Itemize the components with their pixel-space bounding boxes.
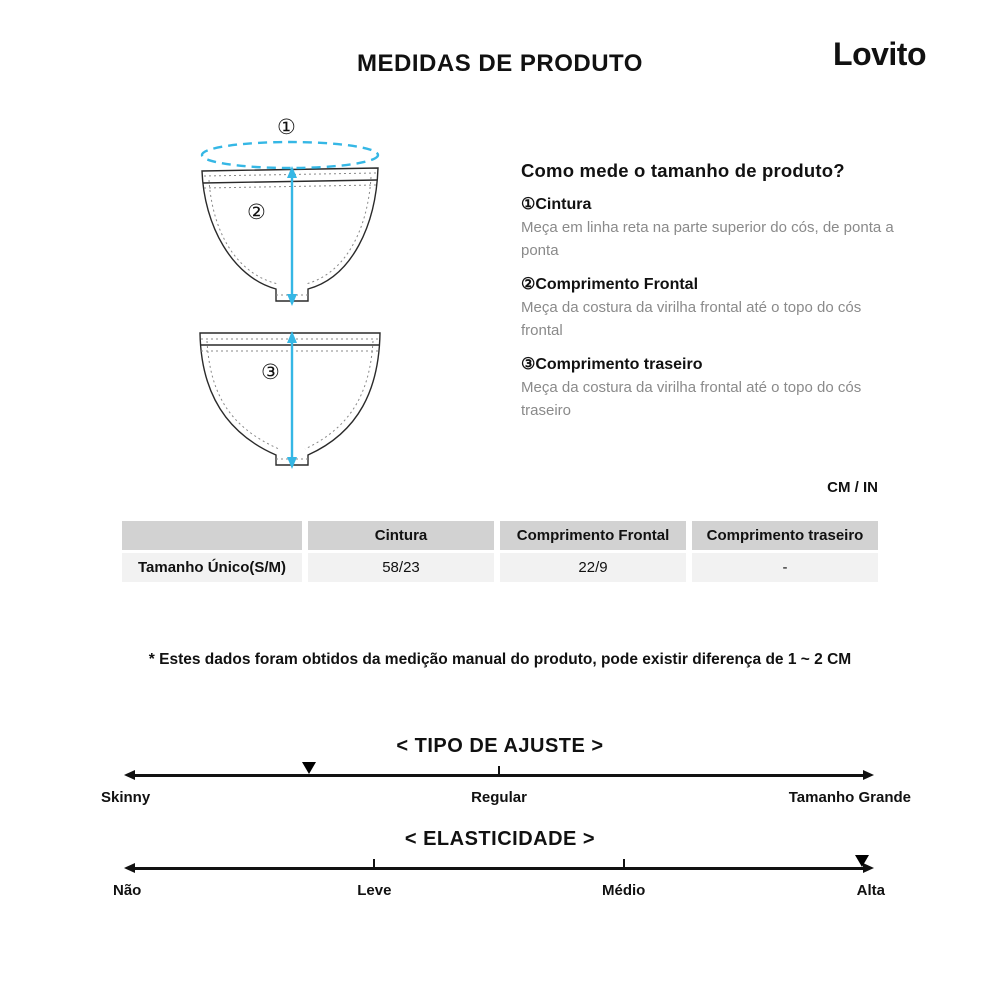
col-header-front-length: Comprimento Frontal xyxy=(500,521,686,550)
arrow-right-icon xyxy=(863,770,874,780)
table-cell-waist: 58/23 xyxy=(308,553,494,582)
size-table xyxy=(122,521,878,582)
guide-item-waist xyxy=(521,194,899,262)
scale-tick xyxy=(373,859,375,868)
diagram-marker-2: ② xyxy=(247,201,266,224)
guide-item-label: ③Comprimento traseiro xyxy=(521,356,703,373)
fit-scale xyxy=(101,762,911,810)
product-diagram xyxy=(130,105,510,475)
guide-item-label: ①Cintura xyxy=(521,196,592,213)
col-header-waist: Cintura xyxy=(308,521,494,550)
fit-label-skinny: Skinny xyxy=(101,789,151,806)
measure-guide xyxy=(521,160,899,422)
panty-front-outline xyxy=(202,168,378,301)
fit-scale-title: < TIPO DE AJUSTE > xyxy=(396,735,604,757)
panty-back-outline xyxy=(200,333,380,465)
col-header-back-length: Comprimento traseiro xyxy=(692,521,878,550)
brand-logo: Lovito xyxy=(833,36,926,72)
arrow-left-icon xyxy=(124,770,135,780)
waist-ellipse xyxy=(202,142,378,168)
units-label: CM / IN xyxy=(827,479,878,496)
fit-label-oversize: Tamanho Grande xyxy=(788,789,911,806)
guide-item-label: ②Comprimento Frontal xyxy=(521,276,699,293)
back-length-arrow xyxy=(287,331,297,469)
col-header-size xyxy=(122,521,302,550)
guide-item-front-length xyxy=(521,274,899,342)
guide-heading: Como mede o tamanho de produto? xyxy=(521,160,845,181)
elasticity-label-light: Leve xyxy=(357,882,392,899)
guide-item-desc: Meça da costura da virilha frontal até o topo do cós traseiro xyxy=(521,379,862,419)
guide-item-back-length xyxy=(521,354,899,422)
scale-tick xyxy=(623,859,625,868)
table-row-size: Tamanho Único(S/M) xyxy=(122,553,302,582)
table-cell-back-length: - xyxy=(692,553,878,582)
diagram-marker-3: ③ xyxy=(261,361,280,384)
page-title: MEDIDAS DE PRODUTO xyxy=(357,50,643,77)
scale-line xyxy=(130,867,868,870)
fit-label-regular: Regular xyxy=(471,789,527,806)
elasticity-label-none: Não xyxy=(113,882,142,899)
arrow-left-icon xyxy=(124,863,135,873)
elasticity-label-medium: Médio xyxy=(601,882,646,899)
elasticity-marker-icon xyxy=(855,855,869,867)
table-cell-front-length: 22/9 xyxy=(500,553,686,582)
measurement-disclaimer: * Estes dados foram obtidos da medição manual do produto, pode existir diferença de 1 ~ 2 CM xyxy=(148,651,852,668)
guide-item-desc: Meça da costura da virilha frontal até o topo do cós frontal xyxy=(521,299,862,339)
guide-item-desc: Meça em linha reta na parte superior do cós, de ponta a ponta xyxy=(521,219,894,259)
front-length-arrow xyxy=(287,166,297,306)
elasticity-label-high: Alta xyxy=(856,882,885,899)
fit-marker-icon xyxy=(302,762,316,774)
elasticity-scale-title: < ELASTICIDADE > xyxy=(404,828,596,850)
diagram-marker-1: ① xyxy=(277,116,296,139)
underwear-diagram xyxy=(130,105,510,475)
elasticity-scale xyxy=(113,855,885,903)
scale-tick xyxy=(498,766,500,775)
